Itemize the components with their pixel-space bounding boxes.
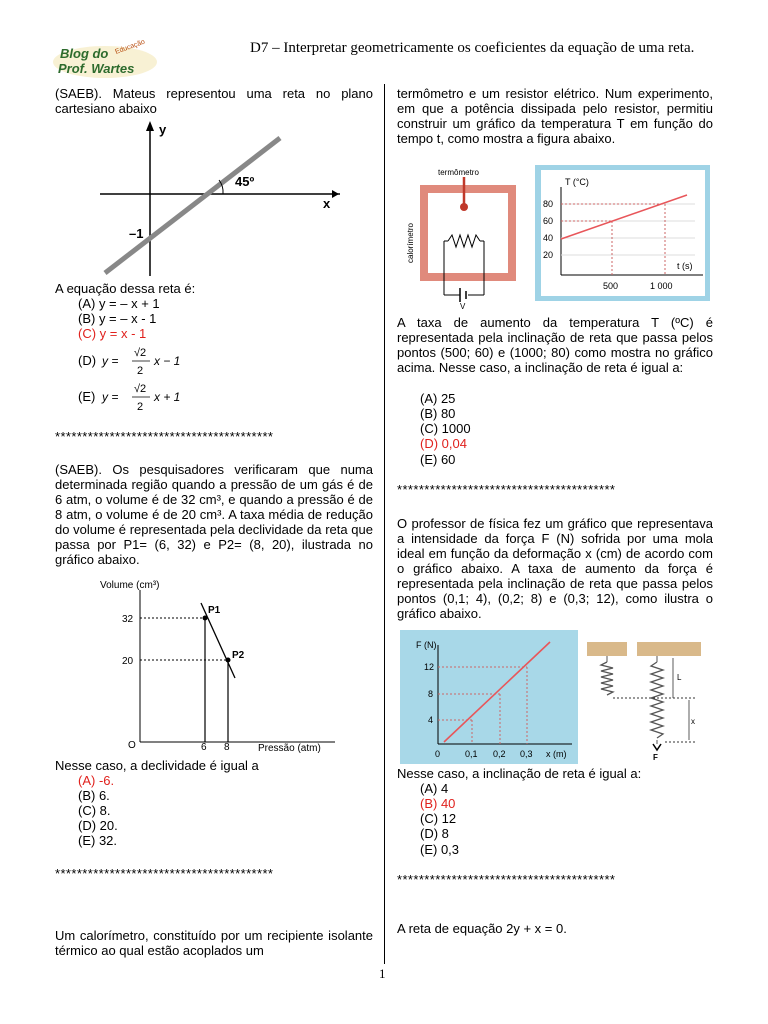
q1-option-e-label: (E) <box>78 389 96 404</box>
svg-text:x + 1: x + 1 <box>154 390 181 404</box>
q2-option-b: (B) 6. <box>78 788 110 803</box>
q1-option-a: (A) y = – x + 1 <box>78 296 160 311</box>
svg-text:x (m): x (m) <box>546 749 567 759</box>
svg-text:20: 20 <box>543 250 554 260</box>
q4-intro: O professor de física fez um gráfico que representava a intensidade da força F (N) sofrida por uma mola ideal em função da deformação x (cm) de acordo com o gráfico abaixo. A taxa de aumento da força é representada pela inclinação de reta que passa pelos pontos (0,1; 4), (0,2; 8) e (0,3; 12), como ilustra o gráfico abaixo. <box>397 516 713 621</box>
svg-text:Educação: Educação <box>114 38 146 56</box>
separator: **************************************** <box>55 866 274 881</box>
svg-text:12: 12 <box>424 662 435 672</box>
svg-text:termômetro: termômetro <box>438 168 479 177</box>
svg-text:Blog do: Blog do <box>60 46 109 61</box>
svg-text:F (N): F (N) <box>416 640 437 650</box>
q4-option-e: (E) 0,3 <box>420 842 460 857</box>
q2-x-axis-label: Pressão (atm) <box>258 743 321 754</box>
svg-text:0,2: 0,2 <box>493 749 506 759</box>
q4-option-c: (C) 12 <box>420 811 457 826</box>
q4-option-a: (A) 4 <box>420 781 449 796</box>
q1-intro: (SAEB). Mateus representou uma reta no plano cartesiano abaixo <box>55 86 373 116</box>
q2-option-a: (A) -6. <box>78 773 115 788</box>
q1-line-graph <box>95 118 345 278</box>
separator: **************************************** <box>55 429 274 444</box>
q1-angle-label: 45º <box>235 174 255 189</box>
q2-option-d: (D) 20. <box>78 818 118 833</box>
q3-option-c: (C) 1000 <box>420 421 471 436</box>
svg-text:1 000: 1 000 <box>650 281 673 291</box>
svg-text:2: 2 <box>137 401 144 413</box>
q1-y-axis-label: y <box>159 122 167 137</box>
q1-option-e-formula <box>100 379 200 415</box>
q1-option-b: (B) y = – x - 1 <box>78 311 157 326</box>
svg-text:Prof. Wartes: Prof. Wartes <box>58 61 135 76</box>
q2-intro: (SAEB). Os pesquisadores verificaram que numa determinada região quando a pressão de um gás é de 6 atm, o volume é de 32 cm³, e quando a pressão é de 8 atm, o volume é de 20 cm³. A taxa média de redução do volume é representada pela declividade da reta que passa por P1= (6, 32) e P2= (8, 20), ilustrada no gráfico abaixo. <box>55 462 373 567</box>
svg-text:y =: y = <box>102 354 119 368</box>
svg-text:500: 500 <box>603 281 619 291</box>
q2-option-e: (E) 32. <box>78 833 118 848</box>
q1-intercept-label: –1 <box>129 226 144 241</box>
svg-text:4: 4 <box>428 715 434 725</box>
svg-text:0: 0 <box>435 749 441 759</box>
svg-text:0,3: 0,3 <box>520 749 533 759</box>
q3-temperature-graph <box>535 165 710 301</box>
q4-question: Nesse caso, a inclinação de reta é igual a: <box>397 766 642 781</box>
column-divider <box>384 84 385 964</box>
q1-option-d-formula <box>100 343 200 379</box>
q4-force-graph <box>400 630 578 764</box>
q2-y-axis-label: Volume (cm³) <box>100 580 160 591</box>
svg-text:40: 40 <box>543 233 554 243</box>
separator: **************************************** <box>397 482 616 497</box>
svg-text:t (s): t (s) <box>677 261 693 271</box>
q4-option-d: (D) 8 <box>420 826 449 841</box>
svg-text:60: 60 <box>543 216 554 226</box>
svg-text:80: 80 <box>543 199 554 209</box>
page-number: 1 <box>379 966 386 981</box>
svg-text:8: 8 <box>224 742 230 753</box>
svg-text:P2: P2 <box>232 650 245 661</box>
q2-option-c: (C) 8. <box>78 803 111 818</box>
q3-option-d: (D) 0,04 <box>420 436 467 451</box>
svg-text:P1: P1 <box>208 605 221 616</box>
q1-question: A equação dessa reta é: <box>55 281 196 296</box>
svg-text:F: F <box>653 753 658 762</box>
svg-text:20: 20 <box>122 656 134 667</box>
q3-option-e: (E) 60 <box>420 452 456 467</box>
q3-question: A taxa de aumento da temperatura T (ºC) é representada pela inclinação de reta que passa pelos pontos (500; 60) e (1000; 80) como mostra no gráfico acima. Nesse caso, a inclinação de reta é igual a: <box>397 315 713 375</box>
q2-volume-graph <box>95 578 340 756</box>
q5-intro: A reta de equação 2y + x = 0. <box>397 921 567 936</box>
svg-text:6: 6 <box>201 742 207 753</box>
q3-option-b: (B) 80 <box>420 406 456 421</box>
blog-logo <box>50 40 160 80</box>
svg-text:√2: √2 <box>134 383 147 395</box>
svg-text:V: V <box>460 302 466 311</box>
q1-option-c: (C) y = x - 1 <box>78 326 147 341</box>
svg-text:32: 32 <box>122 614 134 625</box>
svg-text:√2: √2 <box>134 347 147 359</box>
svg-text:x: x <box>691 717 695 726</box>
q3-option-a: (A) 25 <box>420 391 456 406</box>
svg-text:O: O <box>128 740 136 751</box>
svg-text:0,1: 0,1 <box>465 749 478 759</box>
q4-springs-figure <box>585 640 715 762</box>
svg-text:8: 8 <box>428 689 434 699</box>
q3-intro-start: Um calorímetro, constituído por um recipiente isolante térmico ao qual estão acoplados um <box>55 928 373 958</box>
svg-text:L: L <box>677 673 682 682</box>
svg-text:2: 2 <box>137 365 144 377</box>
svg-text:T (°C): T (°C) <box>565 177 589 187</box>
separator: **************************************** <box>397 872 616 887</box>
q3-intro-continuation: termômetro e um resistor elétrico. Num experimento, em que a potência dissipada pelo resistor, permitiu construir um gráfico da temperatura T em função do tempo t, como mostra a figura abaixo. <box>397 86 713 146</box>
q1-x-axis-label: x <box>323 196 331 211</box>
q3-calorimeter-figure <box>400 163 520 311</box>
q1-option-d-label: (D) <box>78 353 97 368</box>
svg-text:y =: y = <box>102 390 119 404</box>
page-title: D7 – Interpretar geometricamente os coeficientes da equação de uma reta. <box>250 40 695 56</box>
svg-text:calorímetro: calorímetro <box>406 222 415 263</box>
q2-question: Nesse caso, a declividade é igual a <box>55 758 259 773</box>
q4-option-b: (B) 40 <box>420 796 456 811</box>
svg-text:x − 1: x − 1 <box>154 354 181 368</box>
